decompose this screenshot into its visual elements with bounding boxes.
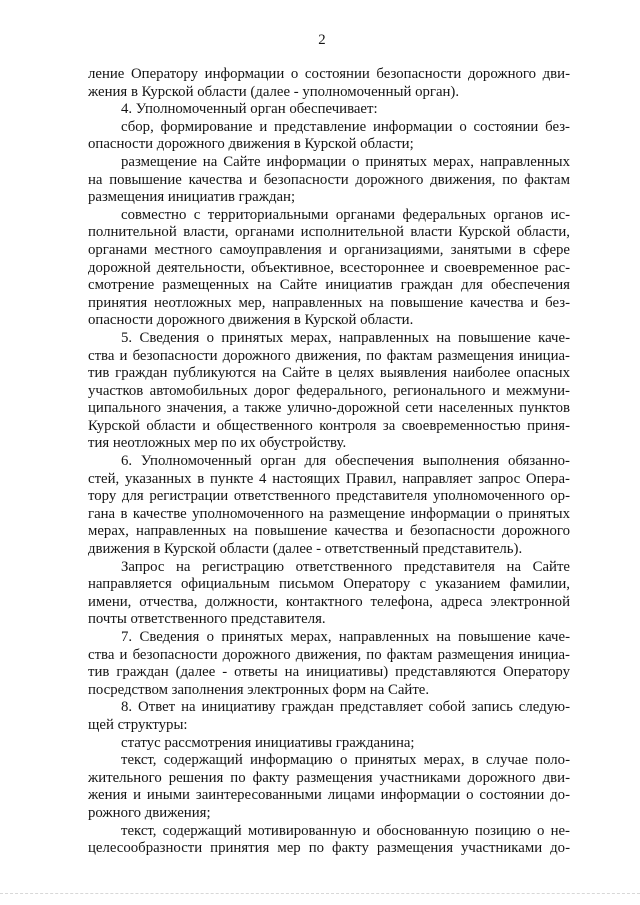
text-line: размещение на Сайте информации о принятых мерах, направленных: [121, 153, 570, 170]
text-line: направляется официальным письмом Оператору с указанием фамилии,: [88, 576, 570, 593]
text-line: полнительной власти, органами исполнительной власти Курской области,: [88, 224, 570, 241]
text-line: тив граждан публикуются на Сайте в целях выявления наиболее опасных: [88, 365, 570, 382]
text-line: посредством заполнения электронных форм на Сайте.: [88, 681, 430, 698]
clause-6: [88, 453, 570, 559]
text-line: стей, указанных в пункте 4 настоящих Правил, направляет запрос Опера-: [88, 470, 570, 487]
clause-8-field-measures-text: [88, 752, 570, 822]
clause-4-duty-collection: [88, 119, 570, 154]
text-line: статус рассмотрения инициативы гражданина;: [121, 734, 415, 751]
text-line: участков автомобильных дорог федерального, регионального и межмуни-: [88, 382, 570, 399]
clause-8: [88, 699, 570, 734]
clause-6-request-paragraph: [88, 559, 570, 629]
text-line: 8. Ответ на инициативу граждан представляет собой запись следую-: [121, 699, 570, 716]
text-line: опасности дорожного движения в Курской области;: [88, 136, 414, 153]
text-line: жения и иными заинтересованными лицами информации о состоянии до-: [88, 787, 570, 804]
clause-5: [88, 330, 570, 453]
text-line: имени, отчества, должности, контактного телефона, адреса электронной: [88, 593, 570, 610]
text-line: тия неотложных мер по их обустройству.: [88, 435, 347, 452]
continued-paragraph: [88, 66, 570, 101]
text-line: гана в качестве уполномоченного на размещение информации о принятых: [88, 505, 570, 522]
text-line: размещения инициатив граждан;: [88, 189, 296, 206]
text-line: тору для регистрации ответственного представителя уполномоченного ор-: [88, 488, 570, 505]
text-line: целесообразности принятия мер по факту размещения участниками до-: [88, 840, 570, 857]
text-line: мерах, направленных на повышение качества и безопасности дорожного: [88, 523, 570, 540]
text-line: почты ответственного представителя.: [88, 611, 326, 628]
document-body: [88, 66, 570, 858]
text-line: текст, содержащий мотивированную и обоснованную позицию о не-: [121, 822, 570, 839]
text-line: смотрение размещенных на Сайте инициатив граждан для обеспечения: [88, 277, 570, 294]
text-line: дорожной деятельности, объективное, всестороннее и своевременное рас-: [88, 259, 570, 276]
scan-edge-line: [0, 893, 640, 894]
clause-4-duty-publication: [88, 154, 570, 207]
text-line: 6. Уполномоченный орган для обеспечения выполнения обязанно-: [121, 453, 570, 470]
text-line: тив граждан (далее - ответы на инициативы) представляются Оператору: [88, 664, 570, 681]
clause-7: [88, 629, 570, 699]
text-line: жения в Курской области (далее - уполномоченный орган).: [88, 83, 460, 100]
text-line: опасности дорожного движения в Курской области.: [88, 312, 414, 329]
text-line: принятия неотложных мер, направленных на повышение качества и без-: [88, 294, 570, 311]
text-line: 7. Сведения о принятых мерах, направленных на повышение каче-: [121, 629, 570, 645]
text-line: ципального значения, а также улично-дорожной сети населенных пунктов: [88, 400, 570, 417]
text-line: текст, содержащий информацию о принятых мерах, в случае поло-: [121, 752, 570, 769]
text-line: жительного решения по факту размещения участниками дорожного дви-: [88, 769, 570, 786]
text-line: Запрос на регистрацию ответственного представителя на Сайте: [121, 558, 570, 575]
text-line: движения в Курской области (далее - ответственный представитель).: [88, 541, 523, 558]
text-line: на повышение качества и безопасности дорожного движения, по фактам: [88, 171, 570, 188]
text-line: 5. Сведения о принятых мерах, направленных на повышение каче-: [121, 329, 570, 346]
clause-4-duty-review: [88, 207, 570, 330]
clause-8-field-status: [88, 735, 570, 753]
page-number: 2: [318, 32, 326, 48]
text-line: совместно с территориальными органами федеральных органов ис-: [121, 206, 570, 223]
text-line: сбор, формирование и представление информации о состоянии без-: [121, 118, 570, 135]
text-line: ление Оператору информации о состоянии безопасности дорожного дви-: [88, 66, 570, 82]
clause-8-field-justification-text: [88, 823, 570, 858]
clause-4: [88, 101, 570, 119]
text-line: 4. Уполномоченный орган обеспечивает:: [121, 101, 378, 118]
text-line: рожного движения;: [88, 804, 211, 821]
text-line: Курской области и общественного контроля за своевременностью приня-: [88, 417, 570, 434]
text-line: ства и безопасности дорожного движения, по фактам размещения инициа-: [88, 646, 570, 663]
text-line: органами местного самоуправления и организациями, занятыми в сфере: [88, 241, 570, 258]
text-line: щей структуры:: [88, 716, 188, 733]
text-line: ства и безопасности дорожного движения, по фактам размещения инициа-: [88, 347, 570, 364]
